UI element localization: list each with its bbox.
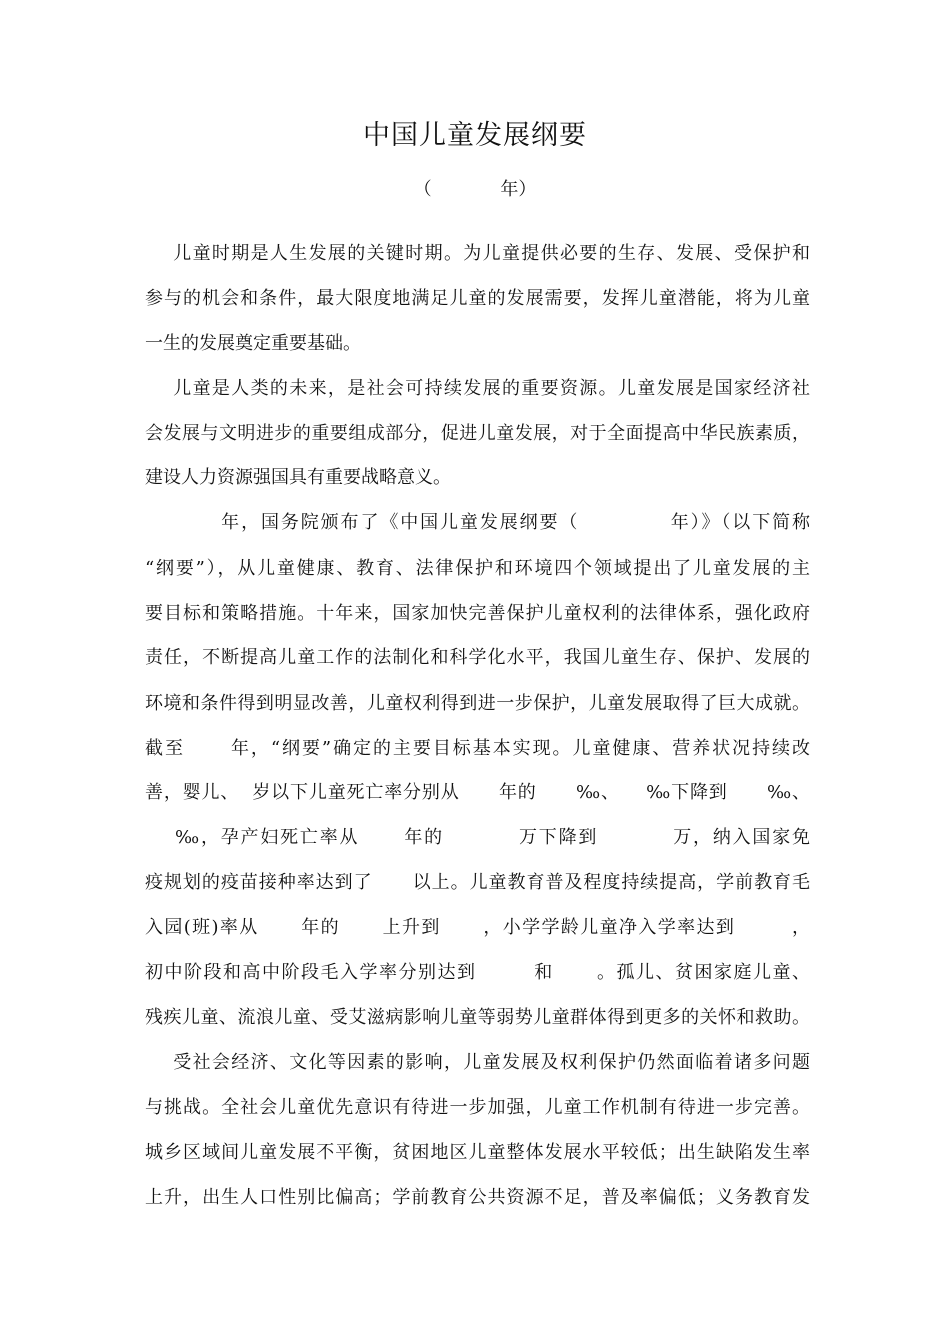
- paragraph-line: 善，婴儿、 岁以下儿童死亡率分别从 年的 ‰、 ‰下降到 ‰、: [145, 782, 810, 803]
- paragraph-line: 儿童时期是人生发展的关键时期。为儿童提供必要的生存、发展、受保护和: [145, 243, 810, 264]
- paragraph-line: 一生的发展奠定重要基础。: [145, 333, 361, 354]
- paragraph-line: 受社会经济、文化等因素的影响，儿童发展及权利保护仍然面临着诸多问题: [145, 1052, 810, 1073]
- paragraph-line: 参与的机会和条件，最大限度地满足儿童的发展需要，发挥儿童潜能，将为儿童: [145, 288, 810, 309]
- paragraph-line: 环境和条件得到明显改善，儿童权利得到进一步保护，儿童发展取得了巨大成就。: [145, 693, 810, 714]
- paragraph-line: 与挑战。全社会儿童优先意识有待进一步加强，儿童工作机制有待进一步完善。: [145, 1097, 810, 1118]
- paragraph-line: 残疾儿童、流浪儿童、受艾滋病影响儿童等弱势儿童群体得到更多的关怀和救助。: [145, 1007, 810, 1028]
- paragraph-line: 年，国务院颁布了《中国儿童发展纲要（ 年）》（以下简称: [145, 512, 810, 533]
- paragraph-line: 疫规划的疫苗接种率达到了 以上。儿童教育普及程度持续提高，学前教育毛: [145, 872, 810, 893]
- paragraph-line: 儿童是人类的未来，是社会可持续发展的重要资源。儿童发展是国家经济社: [145, 378, 810, 399]
- paragraph-line: 初中阶段和高中阶段毛入学率分别达到 和 。孤儿、贫困家庭儿童、: [145, 962, 810, 983]
- paragraph-line: 要目标和策略措施。十年来，国家加快完善保护儿童权利的法律体系，强化政府: [145, 603, 810, 624]
- paragraph-line: 城乡区域间儿童发展不平衡，贫困地区儿童整体发展水平较低；出生缺陷发生率: [145, 1142, 810, 1163]
- paragraph-line: ‰，孕产妇死亡率从 年的 万下降到 万，纳入国家免: [145, 827, 810, 848]
- paragraph-line: 责任，不断提高儿童工作的法制化和科学化水平，我国儿童生存、保护、发展的: [145, 647, 810, 668]
- paragraph-line: 建设人力资源强国具有重要战略意义。: [145, 467, 451, 488]
- paragraph-line: 会发展与文明进步的重要组成部分，促进儿童发展，对于全面提高中华民族素质，: [145, 423, 810, 444]
- paragraph-line: “纲要”），从儿童健康、教育、法律保护和环境四个领域提出了儿童发展的主: [145, 558, 810, 579]
- paragraph-line: 入园(班)率从 年的 上升到 ，小学学龄儿童净入学率达到 ，: [145, 917, 810, 938]
- paragraph-line: 截至 年，“纲要”确定的主要目标基本实现。儿童健康、营养状况持续改: [145, 738, 810, 759]
- document-subtitle: （ 年）: [413, 179, 537, 200]
- document-title: 中国儿童发展纲要: [363, 120, 587, 151]
- paragraph-line: 上升，出生人口性别比偏高；学前教育公共资源不足，普及率偏低；义务教育发: [145, 1187, 810, 1208]
